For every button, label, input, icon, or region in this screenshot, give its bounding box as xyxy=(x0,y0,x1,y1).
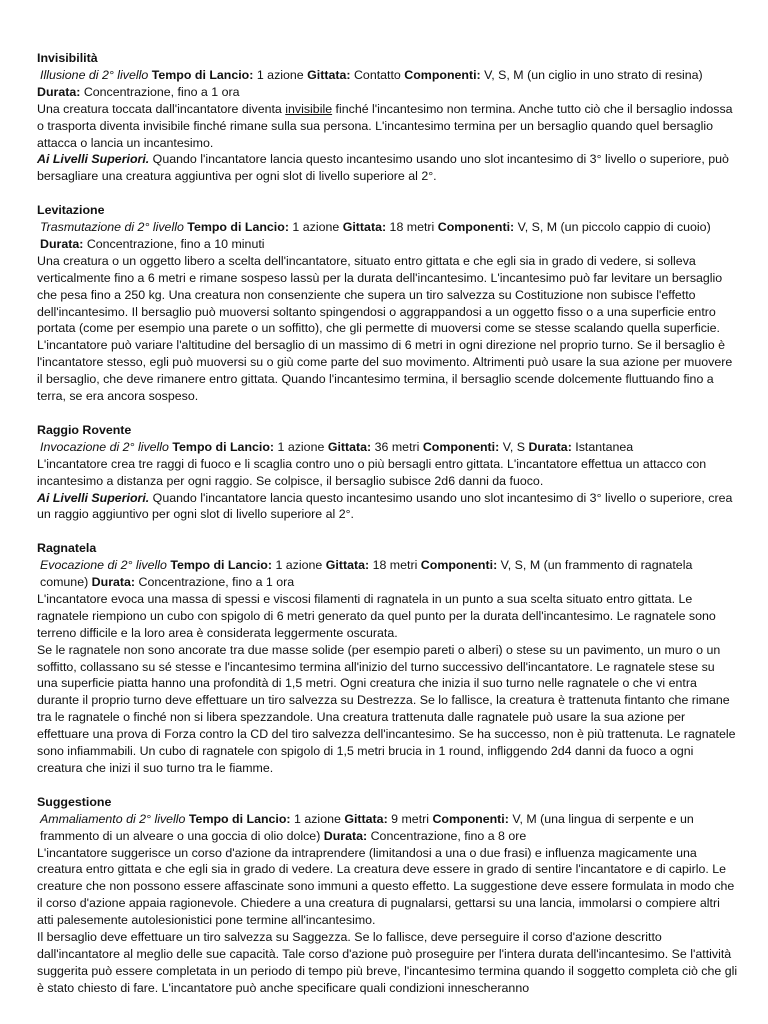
casting-time-value: 1 azione xyxy=(294,811,341,826)
higher-levels xyxy=(37,151,738,185)
spell-school: Invocazione di 2° livello xyxy=(40,439,169,454)
spell-school: Evocazione di 2° livello xyxy=(40,558,167,573)
spell-title: Ragnatela xyxy=(37,541,97,556)
components-value: V, S, M (un ciglio in uno strato di resina) xyxy=(484,67,703,82)
range-value: Contatto xyxy=(353,67,401,82)
spell-description: L'incantatore crea tre raggi di fuoco e li scaglia contro uno o più bersagli entro gittata. L'incantatore effettua un attacco con incantesimo a distanza per ogni raggio. Se colpisce, il bersaglio subisce 2d6 danni da fuoco. xyxy=(37,456,707,488)
components-label: Componenti: xyxy=(437,220,515,235)
spell-suggestione xyxy=(37,794,738,997)
spell-levitazione xyxy=(37,202,738,405)
spell-description-2: Il bersaglio deve effettuare un tiro salvezza su Saggezza. Se lo fallisce, deve perseguire il corso d'azione descritto dall'incantatore al meglio delle sue capacità. Tale corso d'azione può proseguire per l'intera durata dell'incantesimo. Se l'attività suggerita può essere completata in un periodo di tempo più breve, l'incantesimo termina quando il soggetto completa ciò che gli è stato chiesto di fare. L'incantatore può anche specificare quali condizioni innescheranno xyxy=(37,930,738,995)
casting-time-value: 1 azione xyxy=(277,439,325,454)
spell-duration xyxy=(37,236,738,253)
spell-title: Suggestione xyxy=(37,794,112,809)
spell-description: Una creatura o un oggetto libero a scelta dell'incantatore, situato entro gittata e che egli sia in grado di vedere, si solleva verticalmente fino a 6 metri e rimane sospeso lassù per la durata dell'incantesimo. L'incantesimo può far levitare un bersaglio che pesa fino a 250 kg. Una creatura non consenziente che supera un tiro salvezza su Costituzione non subisce l'effetto dell'incantesimo. Il bersaglio può muoversi soltanto spingendosi o aggrappandosi a un oggetto fisso o a una superficie entro portata (come per esempio una parete o un soffitto), che gli permette di muoversi come se stesse scalando quella superficie. L'incantatore può variare l'altitudine del bersaglio di un massimo di 6 metri in ogni direzione nel proprio turno. Se il bersaglio è l'incantatore stesso, egli può muoversi su o giù come parte del suo movimento. Altrimenti può usare la sua azione per muovere il bersaglio, che deve rimanere entro gittata. Quando l'incantesimo termina, il bersaglio scende dolcemente fluttuando fino a terra, se era ancora sospeso. xyxy=(37,253,733,404)
description-text: finché l'incantesimo non termina. Anche tutto ciò che il bersaglio indossa o trasporta diventa invisibile finché rimane sulla sua persona. L'incantesimo termina per un bersaglio quando quel bersaglio attacca o lancia un incantesimo. xyxy=(37,101,733,150)
range-label: Gittata: xyxy=(307,67,351,82)
spell-meta xyxy=(37,67,738,84)
spell-description: L'incantatore suggerisce un corso d'azione da intraprendere (limitandosi a una o due frasi) e influenza magicamente una creatura entro gittata e che egli sia in grado di vedere. La creatura deve essere in grado di sentire l'incantatore e di capirlo. Le creature che non possono essere affascinate sono immuni a questo effetto. La suggestione deve essere formulata in modo che il corso d'azione appaia ragionevole. Chiedere a una creatura di pugnalarsi, gettarsi su una lancia, immolarsi o compiere altri atti palesemente autolesionistici pone termine all'incantesimo. xyxy=(37,845,735,928)
invisibile-link[interactable]: invisibile xyxy=(285,101,333,116)
spell-school: Illusione di 2° livello xyxy=(40,67,149,82)
higher-levels-text: Quando l'incantatore lancia questo incantesimo usando uno slot incantesimo di 3° livello o superiore, può bersagliare una creatura aggiuntiva per ogni slot di livello superiore al 2°. xyxy=(37,152,729,184)
spell-ragnatela xyxy=(37,540,738,777)
higher-levels-label: Ai Livelli Superiori. xyxy=(37,152,150,167)
casting-time-label: Tempo di Lancio: xyxy=(187,220,289,235)
components-value: V, S xyxy=(502,439,525,454)
casting-time-value: 1 azione xyxy=(275,558,323,573)
duration-label: Durata: xyxy=(91,575,136,590)
spell-meta xyxy=(37,811,738,845)
spell-description xyxy=(37,101,738,152)
spell-school: Trasmutazione di 2° livello xyxy=(40,220,184,235)
duration-label: Durata: xyxy=(528,439,572,454)
casting-time-label: Tempo di Lancio: xyxy=(172,439,275,454)
range-value: 18 metri xyxy=(389,220,435,235)
spell-title: Levitazione xyxy=(37,203,105,218)
casting-time-label: Tempo di Lancio: xyxy=(188,811,291,826)
spell-invisibilita xyxy=(37,50,738,185)
spell-title: Invisibilità xyxy=(37,51,98,65)
spell-meta xyxy=(37,439,738,456)
components-label: Componenti: xyxy=(432,811,509,826)
components-label: Componenti: xyxy=(420,558,498,573)
spell-title: Raggio Rovente xyxy=(37,422,132,437)
casting-time-label: Tempo di Lancio: xyxy=(151,67,254,82)
range-label: Gittata: xyxy=(325,558,370,573)
duration-label: Durata: xyxy=(37,84,81,99)
description-text: Una creatura toccata dall'incantatore diventa xyxy=(37,101,286,116)
components-value: V, S, M (un piccolo cappio di cuoio) xyxy=(517,220,711,235)
duration-value: Concentrazione, fino a 8 ore xyxy=(370,828,527,843)
range-value: 36 metri xyxy=(374,439,420,454)
duration-value: Concentrazione, fino a 1 ora xyxy=(138,575,295,590)
components-label: Componenti: xyxy=(422,439,500,454)
duration-label: Durata: xyxy=(323,828,368,843)
range-value: 9 metri xyxy=(391,811,430,826)
range-label: Gittata: xyxy=(327,439,372,454)
components-value: V, S, M (un frammento di ragnatela comune) xyxy=(40,558,693,590)
higher-levels xyxy=(37,490,738,524)
spell-school: Ammaliamento di 2° livello xyxy=(40,811,186,826)
duration-value: Istantanea xyxy=(575,439,634,454)
casting-time-value: 1 azione xyxy=(256,67,304,82)
range-label: Gittata: xyxy=(342,220,387,235)
spell-description: L'incantatore evoca una massa di spessi e viscosi filamenti di ragnatela in un punto a sua scelta situato entro gittata. Le ragnatele riempiono un cubo con spigolo di 6 metri generato da quel punto per la durata dell'incantesimo. Le ragnatele sono terreno difficile e la loro area è considerata leggermente oscurata. xyxy=(37,591,716,640)
spell-raggio-rovente xyxy=(37,422,738,523)
components-label: Componenti: xyxy=(404,67,481,82)
casting-time-value: 1 azione xyxy=(292,220,340,235)
range-label: Gittata: xyxy=(344,811,388,826)
range-value: 18 metri xyxy=(372,558,418,573)
duration-value: Concentrazione, fino a 10 minuti xyxy=(86,236,265,251)
duration-value: Concentrazione, fino a 1 ora xyxy=(83,84,240,99)
higher-levels-label: Ai Livelli Superiori. xyxy=(37,490,150,505)
components-value: V, M (una lingua di serpente e un frammento di un alveare o una goccia di olio dolce) xyxy=(40,811,694,843)
spell-meta xyxy=(37,219,738,236)
spell-meta xyxy=(37,557,738,591)
spell-description-2: Se le ragnatele non sono ancorate tra due masse solide (per esempio pareti o alberi) o stese su un pavimento, un muro o un soffitto, collassano su sé stesse e l'incantesimo termina all'inizio del turno successivo dell'incantatore. Le ragnatele stese su una superficie piatta hanno una profondità di 1,5 metri. Ogni creatura che inizia il suo turno nelle ragnatele o che vi entra durante il proprio turno deve effettuare un tiro salvezza su Destrezza. Se lo fallisce, la creatura è trattenuta fintanto che rimane tra le ragnatele o finché non si libera spezzandole. Una creatura trattenuta dalle ragnatele può usare la sua azione per effettuare una prova di Forza contro la CD del tiro salvezza dell'incantesimo. Se ha successo, non è più trattenuta. Le ragnatele sono infiammabili. Un cubo di ragnatele con spigolo di 1,5 metri brucia in 1 round, infliggendo 2d4 danni da fuoco a ogni creatura che inizi il suo turno tra le fiamme. xyxy=(37,642,736,776)
higher-levels-text: Quando l'incantatore lancia questo incantesimo usando uno slot incantesimo di 3° livello o superiore, crea un raggio aggiuntivo per ogni slot di livello superiore al 2°. xyxy=(37,490,733,522)
casting-time-label: Tempo di Lancio: xyxy=(170,558,272,573)
spell-duration xyxy=(37,84,738,101)
duration-label: Durata: xyxy=(40,236,84,251)
